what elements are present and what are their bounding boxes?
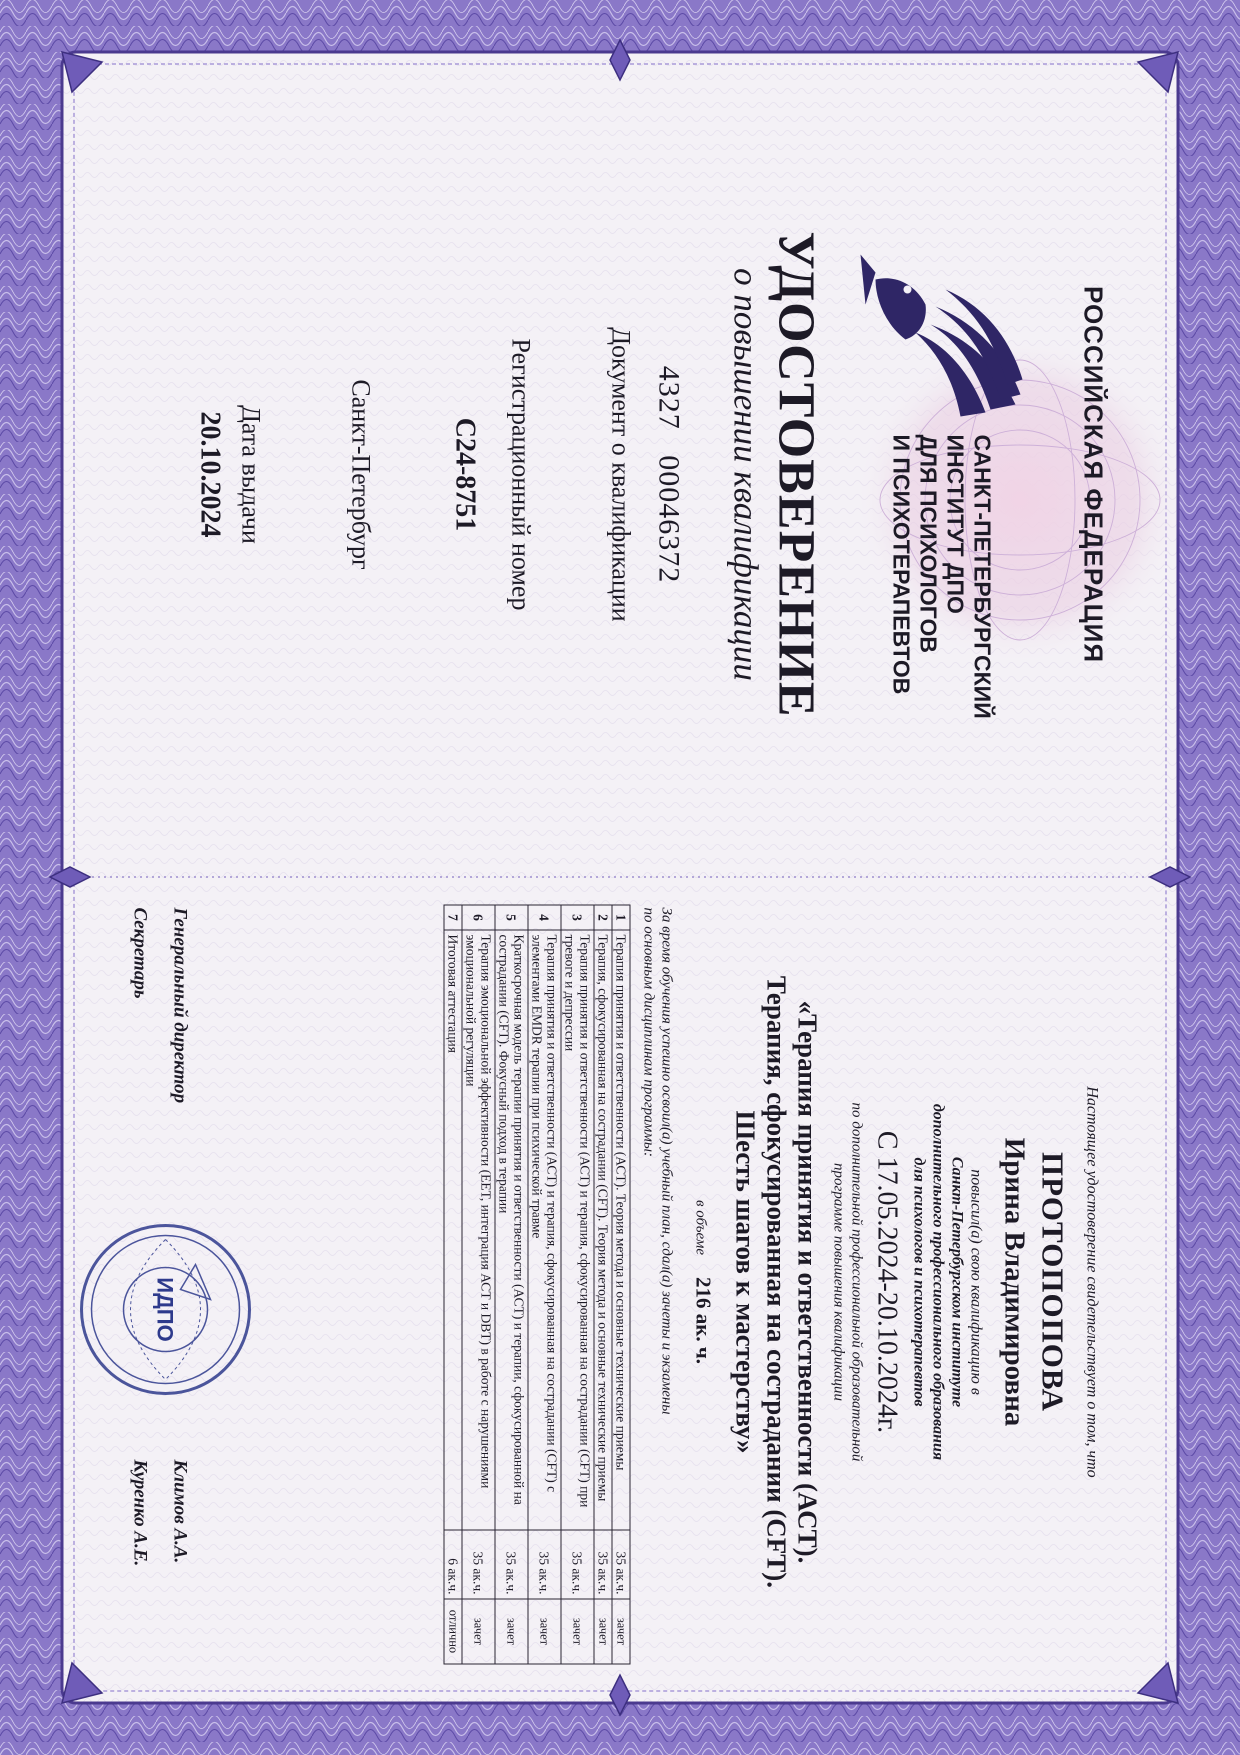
discipline-name: Терапия, сфокусированная на сострадании (CFT). Теория метода и основные технические приемы	[594, 930, 612, 1530]
passed-text	[640, 908, 676, 1668]
secretary-name: Куренко А.Е.	[129, 1459, 151, 1567]
country-heading: РОССИЙСКАЯ ФЕДЕРАЦИЯ	[1078, 285, 1109, 664]
course-volume	[691, 860, 716, 1705]
discipline-result: зачет	[594, 1599, 612, 1664]
discipline-number: 6	[462, 905, 495, 930]
discipline-row	[495, 905, 528, 1664]
volume-caption: в объеме	[692, 1200, 709, 1256]
content-page	[51, 860, 1171, 1705]
discipline-name: Терапия принятия и ответственности (АСТ) и терапия, сфокусированная на сострадании (CFT) с элементами EMDR терапии при психической травме	[528, 930, 561, 1530]
registration-caption: Регистрационный номер	[506, 338, 536, 611]
passed-line: по основным дисциплинам программы:	[640, 907, 657, 1157]
form-number: 4327 00046372	[652, 365, 686, 584]
discipline-hours: 35 ак.ч.	[612, 1530, 630, 1599]
holder-name: Ирина Владимировна	[998, 1137, 1031, 1427]
discipline-row	[462, 905, 495, 1664]
institution-line: дополнительного профессионального образования	[929, 1103, 947, 1461]
discipline-name: Краткосрочная модель терапии принятия и ответственности (АСТ) и терапии, сфокусированной на сострадании (CFT). Фокусный подход в терапии	[495, 930, 528, 1530]
institute-line: ДЛЯ ПСИХОЛОГОВ	[915, 434, 942, 653]
course-title	[730, 860, 823, 1705]
discipline-number: 4	[528, 905, 561, 930]
discipline-name: Терапия эмоциональной эффективности (EET, интеграция АСТ и DBT) в работе с нарушениями эмоциональной регуляции	[462, 930, 495, 1530]
discipline-number: 2	[594, 905, 612, 930]
document-title: УДОСТОВЕРЕНИЕ	[767, 231, 825, 718]
certificate-sheet	[51, 50, 1171, 1705]
discipline-result: зачет	[462, 1599, 495, 1664]
discipline-row	[594, 905, 612, 1664]
institute-line: САНКТ-ПЕТЕРБУРГСКИЙ	[969, 434, 996, 719]
institute-line: И ПСИХОТЕРАПЕВТОВ	[888, 434, 915, 695]
program-line: программе повышения квалификации	[830, 1163, 847, 1401]
cover-page	[51, 50, 1171, 900]
discipline-hours: 35 ак.ч.	[462, 1530, 495, 1599]
program-text	[830, 860, 866, 1705]
course-line: «Терапия принятия и ответственности (АСТ).	[792, 1000, 823, 1564]
institute-name	[888, 435, 996, 835]
discipline-name: Итоговая аттестация	[444, 930, 462, 1530]
discipline-number: 7	[444, 905, 462, 930]
discipline-result: отлично	[444, 1599, 462, 1664]
discipline-row	[612, 905, 630, 1664]
discipline-row	[561, 905, 594, 1664]
director-caption: Генеральный директор	[169, 907, 191, 1104]
discipline-hours: 35 ак.ч.	[594, 1530, 612, 1599]
program-line: по дополнительной профессиональной образовательной	[848, 1102, 865, 1462]
discipline-number: 5	[495, 905, 528, 930]
institution-text	[910, 860, 986, 1705]
discipline-result: зачет	[561, 1599, 594, 1664]
discipline-number: 1	[612, 905, 630, 930]
discipline-hours: 35 ак.ч.	[495, 1530, 528, 1599]
discipline-hours: 6 ак.ч.	[444, 1530, 462, 1599]
discipline-name: Терапия принятия и ответственности (АСТ). Теория метода и основные технические приемы	[612, 930, 630, 1530]
study-period: С 17.05.2024-20.10.2024г.	[871, 1130, 903, 1434]
course-line: Шесть шагов к мастерству»	[730, 1110, 761, 1454]
course-line: Терапия, сфокусированная на сострадании (CFT).	[761, 975, 792, 1589]
discipline-result: зачет	[495, 1599, 528, 1664]
issue-date-caption: Дата выдачи	[236, 405, 266, 544]
discipline-result: зачет	[612, 1599, 630, 1664]
discipline-number: 3	[561, 905, 594, 930]
institution-line: для психологов и психотерапевтов	[910, 1157, 928, 1407]
discipline-row	[444, 905, 462, 1664]
official-seal-icon	[76, 1220, 256, 1400]
registration-number: С24-8751	[449, 417, 481, 532]
document-caption: Документ о квалификации	[606, 327, 636, 622]
passed-line: За время обучения успешно освоил(а) учебный план, сдал(а) зачеты и экзамены	[658, 907, 675, 1415]
volume-value: 216 ак. ч.	[691, 1277, 716, 1364]
document-subtitle: о повышении квалификации	[726, 268, 766, 681]
intro-text: Настоящее удостоверение свидетельствует о том, что	[1083, 1086, 1101, 1478]
discipline-result: зачет	[528, 1599, 561, 1664]
disciplines-table	[444, 905, 631, 1665]
director-name: Климов А.А.	[169, 1459, 191, 1564]
institute-line: ИНСТИТУТ ДПО	[942, 434, 969, 614]
eagle-logo-icon	[856, 245, 1026, 425]
discipline-hours: 35 ак.ч.	[528, 1530, 561, 1599]
discipline-hours: 35 ак.ч.	[561, 1530, 594, 1599]
institution-line: Санкт-Петербургском институте	[948, 1156, 966, 1408]
seal-center-text: ИДПО	[152, 1277, 178, 1342]
issue-city: Санкт-Петербург	[346, 379, 376, 570]
institution-line: повысил(а) свою квалификацию в	[967, 1169, 985, 1395]
secretary-caption: Секретарь	[129, 907, 151, 999]
holder-surname: ПРОТОПОПОВА	[1035, 1152, 1071, 1412]
discipline-name: Терапия принятия и ответственности (АСТ) и терапия, сфокусированная на сострадании (CFT) при тревоге и депрессии	[561, 930, 594, 1530]
discipline-row	[528, 905, 561, 1664]
issue-date: 20.10.2024	[194, 411, 226, 538]
